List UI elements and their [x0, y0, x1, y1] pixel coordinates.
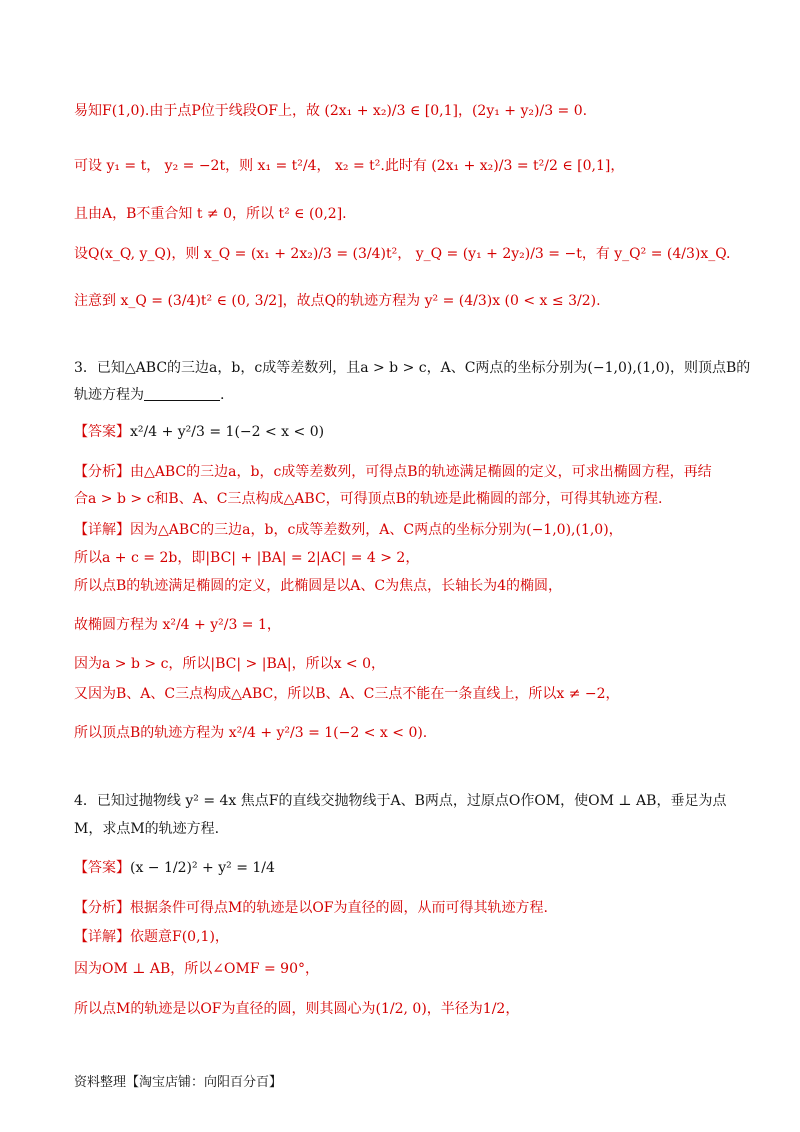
answer-blank [144, 386, 220, 401]
page-footer: 资料整理【淘宝店铺：向阳百分百】 [74, 1075, 283, 1090]
answer-tag: 【答案】 [74, 424, 130, 440]
detail-tag: 【详解】 [74, 929, 130, 945]
q3-detail-line-5: 因为a > b > c，所以|BC| > |BA|，所以x < 0， [74, 656, 386, 672]
detail-text: 因为△ABC的三边a，b，c成等差数列，A、C两点的坐标分别为(−1,0),(1,0)， [130, 522, 623, 538]
solution-line-4: 设Q(x_Q, y_Q)，则 x_Q = (x₁ + 2x₂)/3 = (3/4)t²， y_Q = (y₁ + 2y₂)/3 = −t，有 y_Q² = (4/3)x_Q. [74, 246, 731, 262]
q4-detail-line-1 [74, 926, 229, 948]
q4-detail-line-3: 所以点M的轨迹是以OF为直径的圆，则其圆心为(1/2, 0)，半径为1/2， [74, 1001, 520, 1017]
detail-text: 依题意F(0,1)， [130, 929, 229, 945]
answer-tag: 【答案】 [74, 860, 130, 876]
q3-detail-line-6: 又因为B、A、C三点构成△ABC，所以B、A、C三点不能在一条直线上，所以x ≠ −2， [74, 686, 620, 702]
q3-analysis-line-1 [74, 461, 712, 483]
q4-question-line-2: M，求点M的轨迹方程. [74, 821, 220, 837]
analysis-tag: 【分析】 [74, 464, 130, 480]
q3-detail-line-7: 所以顶点B的轨迹方程为 x²/4 + y²/3 = 1(−2 < x < 0). [74, 725, 428, 741]
solution-line-1: 易知F(1,0).由于点P位于线段OF上，故 (2x₁ + x₂)/3 ∈ [0,1]，(2y₁ + y₂)/3 = 0. [74, 103, 588, 119]
q3-question-line-2 [74, 384, 224, 406]
q3-analysis-line-2: 合a > b > c和B、A、C三点构成△ABC，可得顶点B的轨迹是此椭圆的部分，可得其轨迹方程. [74, 491, 663, 507]
solution-line-2: 可设 y₁ = t， y₂ = −2t，则 x₁ = t²/4， x₂ = t².此时有 (2x₁ + x₂)/3 = t²/2 ∈ [0,1]， [74, 158, 625, 174]
analysis-tag: 【分析】 [74, 900, 130, 916]
answer-text: (x − 1/2)² + y² = 1/4 [130, 860, 275, 876]
q3-detail-line-1 [74, 519, 623, 541]
analysis-text: 根据条件可得点M的轨迹是以OF为直径的圆，从而可得其轨迹方程. [130, 900, 548, 916]
answer-text: x²/4 + y²/3 = 1(−2 < x < 0) [130, 424, 325, 440]
q3-detail-line-4: 故椭圆方程为 x²/4 + y²/3 = 1， [74, 617, 281, 633]
analysis-text: 由△ABC的三边a，b，c成等差数列，可得点B的轨迹满足椭圆的定义，可求出椭圆方程，再结 [130, 464, 712, 480]
q4-question-line-1: 4．已知过抛物线 y² = 4x 焦点F的直线交抛物线于A、B两点，过原点O作OM，使OM ⊥ AB，垂足为点 [74, 793, 727, 809]
detail-tag: 【详解】 [74, 522, 130, 538]
q4-answer [74, 857, 275, 879]
q3-answer [74, 421, 324, 443]
solution-line-3: 且由A，B不重合知 t ≠ 0，所以 t² ∈ (0,2]. [74, 206, 347, 222]
solution-line-5: 注意到 x_Q = (3/4)t² ∈ (0, 3/2]，故点Q的轨迹方程为 y² = (4/3)x (0 < x ≤ 3/2). [74, 293, 601, 309]
q3-question-end: . [220, 387, 225, 403]
q3-detail-line-3: 所以点B的轨迹满足椭圆的定义，此椭圆是以A、C为焦点，长轴长为4的椭圆， [74, 578, 563, 594]
q3-detail-line-2: 所以a + c = 2b，即|BC| + |BA| = 2|AC| = 4 > 2， [74, 550, 420, 566]
q3-question-line-1: 3．已知△ABC的三边a，b，c成等差数列，且a > b > c，A、C两点的坐标分别为(−1,0),(1,0)，则顶点B的 [74, 360, 751, 376]
q4-detail-line-2: 因为OM ⊥ AB，所以∠OMF = 90°， [74, 961, 319, 977]
q4-analysis [74, 897, 548, 919]
q3-question-text: 轨迹方程为 [74, 387, 144, 403]
